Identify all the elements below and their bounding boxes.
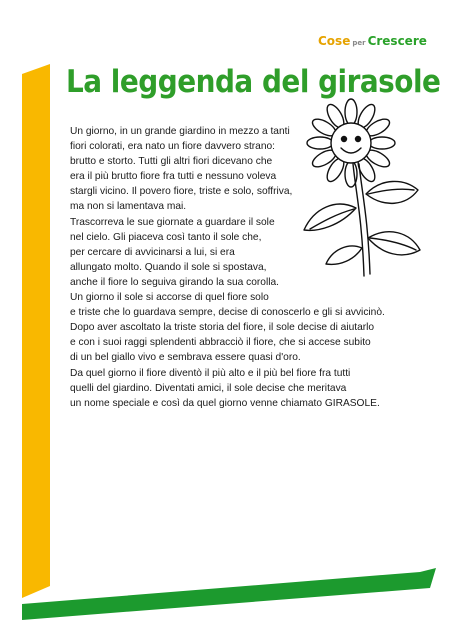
logo-word-crescere: Crescere	[367, 34, 427, 48]
story-text	[70, 124, 440, 411]
story-line: Un giorno, in un grande giardino in mezzo a tanti	[70, 126, 290, 137]
page-title: La leggenda del girasole	[66, 64, 441, 100]
story-line: quelli del giardino. Diventati amici, il sole decise che meritava	[70, 382, 347, 394]
story-line: ma non si lamentava mai.	[70, 201, 187, 213]
logo[interactable]	[318, 30, 438, 52]
story-line: e triste che lo guardava sempre, decise di conoscerlo e gli si avvicinò.	[70, 307, 385, 319]
story-line: anche il fiore lo seguiva girando la sua corolla.	[70, 276, 279, 288]
story-line: un nome speciale e così da quel giorno venne chiamato GIRASOLE.	[70, 397, 380, 409]
story-line: Da quel giorno il fiore diventò il più alto e il più bel fiore fra tutti	[70, 367, 351, 379]
story-line: Un giorno il sole si accorse di quel fiore solo	[70, 292, 269, 304]
story-line: allungato molto. Quando il sole si spostava,	[70, 261, 267, 273]
story-line: per cercare di avvicinarsi a lui, si era	[70, 246, 235, 258]
story-line: brutto e storto. Tutti gli altri fiori dicevano che	[70, 156, 273, 168]
story-line: Trascorreva le sue giornate a guardare il sole	[70, 216, 275, 228]
story-line: era il più brutto fiore fra tutti e nessuno voleva	[70, 171, 277, 183]
story-line: nel cielo. Gli piaceva così tanto il sole che,	[70, 231, 262, 243]
story-line: fiori colorati, era nato un fiore davvero strano:	[70, 141, 275, 153]
logo-word-per: per	[352, 39, 366, 47]
story-line: e con i suoi raggi splendenti abbracciò il fiore, che si accese subito	[70, 337, 371, 349]
story-line: Dopo aver ascoltato la triste storia del fiore, il sole decise di aiutarlo	[70, 322, 375, 334]
story-line: di un bel giallo vivo e sembrava essere quasi d'oro.	[70, 352, 301, 364]
story-line: stargli vicino. Il povero fiore, triste e solo, soffriva,	[70, 186, 293, 198]
logo-word-cose: Cose	[318, 34, 351, 48]
